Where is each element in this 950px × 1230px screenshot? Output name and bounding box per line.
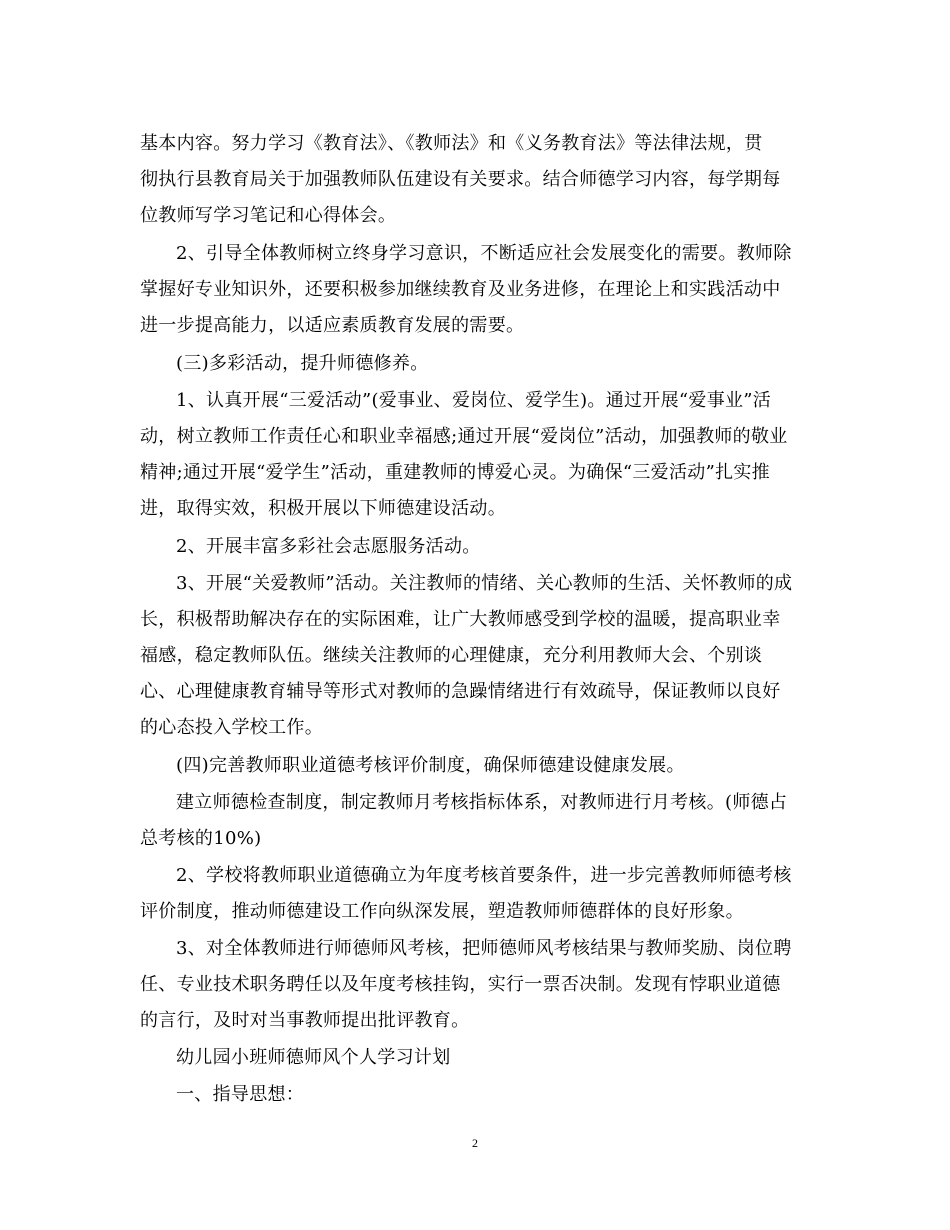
- text-line: 评价制度，推动师德建设工作向纵深发展，塑造教师师德群体的良好形象。: [140, 901, 744, 922]
- text-line: 2、开展丰富多彩社会志愿服务活动。: [176, 536, 481, 557]
- text-line: 的言行，及时对当事教师提出批评教育。: [140, 1010, 470, 1031]
- text-line: 任、专业技术职务聘任以及年度考核挂钩，实行一票否决制。发现有悖职业道德: [140, 974, 781, 995]
- text-line: 3、对全体教师进行师德师风考核，把师德师风考核结果与教师奖励、岗位聘: [176, 938, 792, 959]
- text-line: 掌握好专业知识外，还要积极参加继续教育及业务进修，在理论上和实践活动中: [140, 279, 781, 300]
- text-line: 总考核的10%): [140, 828, 262, 849]
- text-line: 1、认真开展“三爱活动”(爱事业、爱岗位、爱学生)。通过开展“爱事业”活: [176, 390, 772, 411]
- text-line: 2、学校将教师职业道德确立为年度考核首要条件，进一步完善教师师德考核: [176, 865, 792, 886]
- text-line: 彻执行县教育局关于加强教师队伍建设有关要求。结合师德学习内容，每学期每: [140, 169, 781, 190]
- text-line: 动，树立教师工作责任心和职业幸福感;通过开展“爱岗位”活动，加强教师的敬业: [140, 426, 788, 447]
- text-line: 心、心理健康教育辅导等形式对教师的急躁情绪进行有效疏导，保证教师以良好: [140, 681, 781, 702]
- text-line: 建立师德检查制度，制定教师月考核指标体系，对教师进行月考核。(师德占: [176, 792, 788, 813]
- section-heading: 一、指导思想：: [176, 1084, 305, 1105]
- text-line: 位教师写学习笔记和心得体会。: [140, 205, 397, 226]
- text-line: 3、开展“关爱教师”活动。关注教师的情绪、关心教师的生活、关怀教师的成: [176, 573, 793, 594]
- section-heading: (三)多彩活动，提升师德修养。: [176, 353, 429, 374]
- text-line: 精神;通过开展“爱学生”活动，重建教师的博爱心灵。为确保“三爱活动”扎实推: [140, 462, 770, 483]
- text-line: 长，积极帮助解决存在的实际困难，让广大教师感受到学校的温暖，提高职业幸: [140, 609, 781, 630]
- text-line: 的心态投入学校工作。: [140, 717, 323, 738]
- text-line: 2、引导全体教师树立终身学习意识，不断适应社会发展变化的需要。教师除: [176, 243, 792, 264]
- text-line: 福感，稳定教师队伍。继续关注教师的心理健康，充分利用教师大会、个别谈: [140, 645, 763, 666]
- section-heading: (四)完善教师职业道德考核评价制度，确保师德建设健康发展。: [176, 755, 685, 776]
- page-number: 2: [472, 1136, 478, 1150]
- text-line: 进一步提高能力，以适应素质教育发展的需要。: [140, 315, 525, 336]
- text-line: 基本内容。努力学习《教育法》、《教师法》和《义务教育法》等法律法规，贯: [140, 133, 763, 154]
- text-line: 进，取得实效，积极开展以下师德建设活动。: [140, 498, 506, 519]
- document-subtitle: 幼儿园小班师德师风个人学习计划: [176, 1047, 451, 1068]
